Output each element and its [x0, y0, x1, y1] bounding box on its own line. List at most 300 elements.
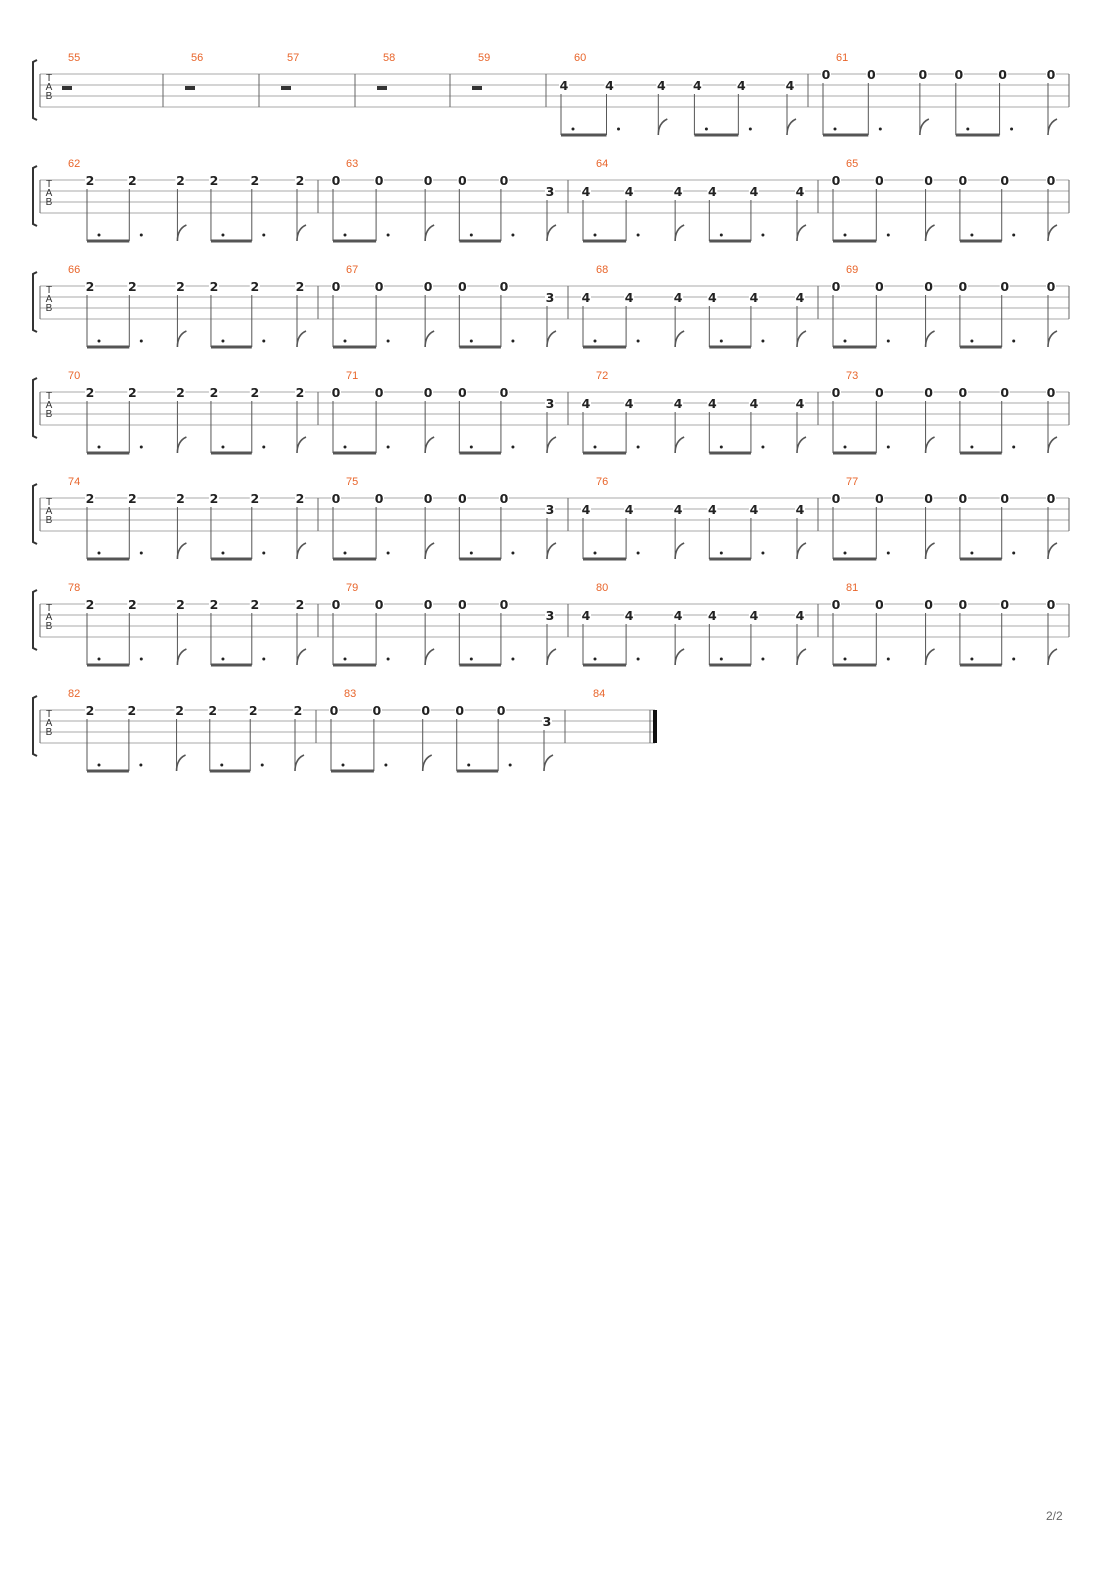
fret-number: 2 — [250, 597, 260, 612]
measure — [472, 52, 490, 90]
staff-system — [33, 52, 1069, 135]
fret-number: 2 — [295, 385, 305, 400]
fret-number: 0 — [924, 597, 933, 612]
fret-number: 0 — [457, 173, 467, 188]
augmentation-dot — [594, 552, 597, 555]
augmentation-dot — [139, 764, 142, 767]
augmentation-dot — [761, 234, 764, 237]
fret-number: 4 — [749, 290, 759, 305]
augmentation-dot — [387, 658, 390, 661]
note-flag — [425, 649, 434, 665]
augmentation-dot — [262, 552, 265, 555]
augmentation-dot — [637, 446, 640, 449]
fret-number: 0 — [831, 279, 841, 294]
measure-number: 76 — [596, 476, 609, 488]
augmentation-dot — [467, 764, 470, 767]
augmentation-dot — [720, 234, 723, 237]
staff-system — [33, 476, 1069, 559]
fret-number: 2 — [209, 597, 219, 612]
fret-number: 0 — [499, 279, 509, 294]
fret-number: 0 — [455, 703, 465, 718]
fret-number: 0 — [499, 385, 509, 400]
fret-number: 0 — [924, 491, 933, 506]
fret-number: 3 — [545, 502, 555, 517]
note-flag — [177, 755, 186, 771]
measure-number: 74 — [68, 476, 81, 488]
page-number: 2/2 — [1046, 1509, 1063, 1523]
measure — [68, 158, 306, 241]
augmentation-dot — [98, 658, 101, 661]
augmentation-dot — [262, 340, 265, 343]
fret-number: 0 — [499, 491, 509, 506]
augmentation-dot — [720, 446, 723, 449]
fret-number: 4 — [693, 78, 702, 93]
augmentation-dot — [749, 128, 752, 131]
note-flag — [547, 543, 556, 559]
fret-number: 0 — [924, 279, 933, 294]
tab-clef-letter: B — [45, 515, 53, 526]
whole-rest — [185, 86, 195, 90]
fret-number: 0 — [374, 385, 384, 400]
augmentation-dot — [344, 446, 347, 449]
fret-number: 0 — [457, 491, 467, 506]
fret-number: 4 — [656, 78, 666, 93]
fret-number: 2 — [85, 385, 95, 400]
note-flag — [177, 331, 186, 347]
measure — [831, 264, 1057, 347]
tab-clef-letter: B — [45, 409, 53, 420]
note-flag — [297, 543, 306, 559]
fret-number: 0 — [866, 67, 876, 82]
measure-number: 65 — [846, 158, 859, 170]
fret-number: 4 — [795, 608, 805, 623]
augmentation-dot — [887, 552, 890, 555]
fret-number: 4 — [673, 290, 683, 305]
augmentation-dot — [509, 764, 512, 767]
measure — [68, 582, 306, 665]
tab-clef-letter: A — [45, 188, 53, 199]
augmentation-dot — [511, 340, 514, 343]
fret-number: 2 — [250, 491, 260, 506]
fret-number: 4 — [795, 184, 805, 199]
measure — [329, 688, 553, 771]
whole-rest — [281, 86, 291, 90]
fret-number: 0 — [423, 173, 433, 188]
measure — [185, 52, 203, 90]
note-flag — [675, 437, 684, 453]
fret-number: 2 — [127, 279, 137, 294]
fret-number: 4 — [581, 290, 591, 305]
fret-number: 2 — [176, 385, 185, 400]
measure-number: 71 — [346, 370, 359, 382]
staff-system — [33, 264, 1069, 347]
augmentation-dot — [98, 340, 101, 343]
fret-number: 0 — [499, 597, 509, 612]
augmentation-dot — [140, 658, 143, 661]
fret-number: 0 — [374, 173, 384, 188]
augmentation-dot — [140, 446, 143, 449]
measure-number: 64 — [596, 158, 609, 170]
note-flag — [547, 331, 556, 347]
augmentation-dot — [970, 234, 973, 237]
note-flag — [797, 649, 806, 665]
measure — [821, 52, 1057, 135]
augmentation-dot — [220, 764, 223, 767]
fret-number: 3 — [542, 714, 552, 729]
note-flag — [177, 543, 186, 559]
fret-number: 0 — [499, 173, 509, 188]
measure — [68, 264, 306, 347]
staff-system — [33, 158, 1069, 241]
measure — [581, 264, 806, 347]
augmentation-dot — [1012, 658, 1015, 661]
note-flag — [926, 649, 935, 665]
fret-number: 4 — [581, 396, 591, 411]
note-flag — [297, 225, 306, 241]
measure-number: 66 — [68, 264, 81, 276]
augmentation-dot — [262, 234, 265, 237]
note-flag — [297, 649, 306, 665]
measure-number: 69 — [846, 264, 859, 276]
fret-number: 0 — [831, 385, 841, 400]
measure — [331, 582, 556, 665]
augmentation-dot — [140, 234, 143, 237]
augmentation-dot — [887, 234, 890, 237]
note-flag — [297, 331, 306, 347]
augmentation-dot — [637, 658, 640, 661]
augmentation-dot — [637, 552, 640, 555]
fret-number: 4 — [581, 608, 591, 623]
tab-clef-letter: A — [45, 612, 53, 623]
fret-number: 2 — [250, 173, 260, 188]
measure — [68, 688, 304, 771]
fret-number: 2 — [176, 173, 185, 188]
note-flag — [295, 755, 304, 771]
note-flag — [177, 437, 186, 453]
fret-number: 0 — [874, 279, 884, 294]
augmentation-dot — [970, 446, 973, 449]
measure — [68, 476, 306, 559]
augmentation-dot — [387, 552, 390, 555]
fret-number: 0 — [958, 597, 968, 612]
augmentation-dot — [511, 658, 514, 661]
augmentation-dot — [844, 552, 847, 555]
fret-number: 2 — [176, 491, 185, 506]
note-flag — [675, 225, 684, 241]
augmentation-dot — [761, 658, 764, 661]
augmentation-dot — [637, 340, 640, 343]
fret-number: 4 — [795, 290, 805, 305]
fret-number: 4 — [581, 184, 591, 199]
measure — [281, 52, 299, 90]
measure — [559, 52, 796, 135]
whole-rest — [377, 86, 387, 90]
fret-number: 0 — [1000, 597, 1010, 612]
fret-number: 3 — [545, 290, 555, 305]
fret-number: 2 — [85, 279, 95, 294]
system-bracket — [33, 696, 37, 756]
fret-number: 0 — [372, 703, 382, 718]
fret-number: 3 — [545, 608, 555, 623]
note-flag — [547, 437, 556, 453]
augmentation-dot — [970, 658, 973, 661]
measure — [831, 476, 1057, 559]
augmentation-dot — [594, 234, 597, 237]
measure — [331, 158, 556, 241]
fret-number: 0 — [1046, 173, 1056, 188]
fret-number: 4 — [795, 396, 805, 411]
augmentation-dot — [617, 128, 620, 131]
fret-number: 0 — [1046, 67, 1056, 82]
augmentation-dot — [572, 128, 575, 131]
fret-number: 2 — [85, 597, 95, 612]
tab-clef-letter: A — [45, 400, 53, 411]
fret-number: 3 — [545, 396, 555, 411]
augmentation-dot — [705, 128, 708, 131]
measure — [68, 370, 306, 453]
measure — [62, 52, 80, 90]
measure — [377, 52, 395, 90]
tab-clef-letter: T — [45, 603, 53, 614]
staff-system — [33, 370, 1069, 453]
augmentation-dot — [344, 552, 347, 555]
tab-clef-letter: B — [45, 303, 53, 314]
system-bracket — [33, 272, 37, 332]
fret-number: 2 — [85, 491, 95, 506]
augmentation-dot — [887, 340, 890, 343]
measure-number: 73 — [846, 370, 859, 382]
fret-number: 2 — [250, 279, 260, 294]
fret-number: 2 — [176, 279, 185, 294]
note-flag — [177, 225, 186, 241]
augmentation-dot — [98, 446, 101, 449]
fret-number: 2 — [209, 491, 219, 506]
fret-number: 4 — [707, 502, 717, 517]
augmentation-dot — [594, 446, 597, 449]
fret-number: 4 — [749, 396, 759, 411]
measure-number: 61 — [836, 52, 849, 64]
fret-number: 0 — [1046, 491, 1056, 506]
augmentation-dot — [342, 764, 345, 767]
tab-clef-letter: B — [45, 621, 53, 632]
fret-number: 4 — [624, 608, 634, 623]
note-flag — [1048, 225, 1057, 241]
note-flag — [547, 649, 556, 665]
augmentation-dot — [344, 234, 347, 237]
fret-number: 4 — [749, 184, 759, 199]
fret-number: 0 — [1000, 491, 1010, 506]
fret-number: 2 — [248, 703, 258, 718]
note-flag — [544, 755, 553, 771]
fret-number: 0 — [874, 385, 884, 400]
measure-number: 62 — [68, 158, 81, 170]
tab-clef-letter: A — [45, 294, 53, 305]
fret-number: 0 — [457, 597, 467, 612]
fret-number: 0 — [374, 597, 384, 612]
measure — [331, 370, 556, 453]
fret-number: 0 — [331, 279, 341, 294]
augmentation-dot — [1012, 234, 1015, 237]
fret-number: 4 — [736, 78, 746, 93]
fret-number: 0 — [331, 597, 341, 612]
note-flag — [1048, 331, 1057, 347]
fret-number: 4 — [673, 184, 683, 199]
tab-clef-letter: A — [45, 718, 53, 729]
fret-number: 0 — [423, 385, 433, 400]
measure-number: 68 — [596, 264, 609, 276]
augmentation-dot — [1012, 552, 1015, 555]
augmentation-dot — [887, 446, 890, 449]
fret-number: 0 — [924, 385, 933, 400]
fret-number: 0 — [1000, 173, 1010, 188]
tab-clef-letter: T — [45, 285, 53, 296]
augmentation-dot — [834, 128, 837, 131]
tab-clef-letter: T — [45, 179, 53, 190]
note-flag — [926, 331, 935, 347]
fret-number: 0 — [958, 279, 968, 294]
augmentation-dot — [970, 340, 973, 343]
augmentation-dot — [344, 658, 347, 661]
augmentation-dot — [470, 552, 473, 555]
fret-number: 0 — [831, 173, 841, 188]
fret-number: 0 — [457, 279, 467, 294]
fret-number: 2 — [127, 597, 137, 612]
system-bracket — [33, 378, 37, 438]
note-flag — [425, 543, 434, 559]
augmentation-dot — [720, 658, 723, 661]
augmentation-dot — [98, 552, 101, 555]
fret-number: 0 — [329, 703, 339, 718]
augmentation-dot — [262, 658, 265, 661]
whole-rest — [62, 86, 72, 90]
fret-number: 4 — [673, 608, 683, 623]
tab-clef-letter: T — [45, 709, 53, 720]
fret-number: 2 — [293, 703, 303, 718]
augmentation-dot — [844, 658, 847, 661]
augmentation-dot — [511, 552, 514, 555]
note-flag — [926, 543, 935, 559]
staff-system — [33, 688, 655, 771]
fret-number: 2 — [127, 385, 137, 400]
measure-number: 60 — [574, 52, 587, 64]
fret-number: 4 — [707, 396, 717, 411]
fret-number: 0 — [374, 491, 384, 506]
measure-number: 82 — [68, 688, 81, 700]
measure-number: 59 — [478, 52, 491, 64]
fret-number: 0 — [423, 491, 433, 506]
augmentation-dot — [1012, 446, 1015, 449]
fret-number: 4 — [707, 184, 717, 199]
augmentation-dot — [221, 658, 224, 661]
note-flag — [1048, 119, 1057, 135]
measure — [581, 370, 806, 453]
note-flag — [425, 225, 434, 241]
fret-number: 2 — [85, 703, 95, 718]
tab-clef-letter: T — [45, 73, 53, 84]
augmentation-dot — [879, 128, 882, 131]
fret-number: 0 — [331, 491, 341, 506]
measure — [831, 582, 1057, 665]
fret-number: 2 — [176, 597, 185, 612]
measure-number: 56 — [191, 52, 204, 64]
augmentation-dot — [98, 764, 101, 767]
fret-number: 0 — [331, 385, 341, 400]
note-flag — [547, 225, 556, 241]
note-flag — [797, 543, 806, 559]
system-bracket — [33, 590, 37, 650]
note-flag — [297, 437, 306, 453]
fret-number: 0 — [874, 491, 884, 506]
augmentation-dot — [511, 234, 514, 237]
fret-number: 4 — [749, 608, 759, 623]
fret-number: 0 — [1000, 279, 1010, 294]
note-flag — [658, 119, 667, 135]
fret-number: 0 — [924, 173, 933, 188]
measure-number: 58 — [383, 52, 396, 64]
augmentation-dot — [887, 658, 890, 661]
fret-number: 0 — [958, 491, 968, 506]
augmentation-dot — [221, 340, 224, 343]
augmentation-dot — [966, 128, 969, 131]
fret-number: 0 — [496, 703, 506, 718]
measure — [581, 476, 806, 559]
augmentation-dot — [720, 552, 723, 555]
note-flag — [797, 331, 806, 347]
measure-number: 67 — [346, 264, 359, 276]
measure-number: 57 — [287, 52, 300, 64]
system-bracket — [33, 60, 37, 120]
augmentation-dot — [970, 552, 973, 555]
note-flag — [920, 119, 929, 135]
measure-number: 63 — [346, 158, 359, 170]
measure-number: 70 — [68, 370, 81, 382]
fret-number: 4 — [624, 502, 634, 517]
fret-number: 4 — [795, 502, 805, 517]
augmentation-dot — [511, 446, 514, 449]
fret-number: 0 — [423, 279, 433, 294]
fret-number: 4 — [605, 78, 614, 93]
augmentation-dot — [387, 446, 390, 449]
augmentation-dot — [761, 446, 764, 449]
augmentation-dot — [844, 446, 847, 449]
fret-number: 0 — [831, 597, 841, 612]
measure-number: 77 — [846, 476, 859, 488]
note-flag — [425, 437, 434, 453]
fret-number: 0 — [821, 67, 831, 82]
fret-number: 4 — [749, 502, 759, 517]
augmentation-dot — [1012, 340, 1015, 343]
fret-number: 0 — [421, 703, 431, 718]
augmentation-dot — [261, 764, 264, 767]
fret-number: 2 — [209, 173, 219, 188]
measure — [331, 264, 556, 347]
note-flag — [1048, 649, 1057, 665]
measure-number: 78 — [68, 582, 81, 594]
fret-number: 0 — [423, 597, 433, 612]
fret-number: 0 — [998, 67, 1007, 82]
note-flag — [675, 331, 684, 347]
tab-clef-letter: T — [45, 391, 53, 402]
fret-number: 0 — [1046, 279, 1056, 294]
augmentation-dot — [1010, 128, 1013, 131]
fret-number: 2 — [85, 173, 95, 188]
system-bracket — [33, 484, 37, 544]
fret-number: 3 — [545, 184, 555, 199]
tab-clef-letter: B — [45, 197, 53, 208]
augmentation-dot — [387, 234, 390, 237]
augmentation-dot — [221, 446, 224, 449]
augmentation-dot — [470, 234, 473, 237]
